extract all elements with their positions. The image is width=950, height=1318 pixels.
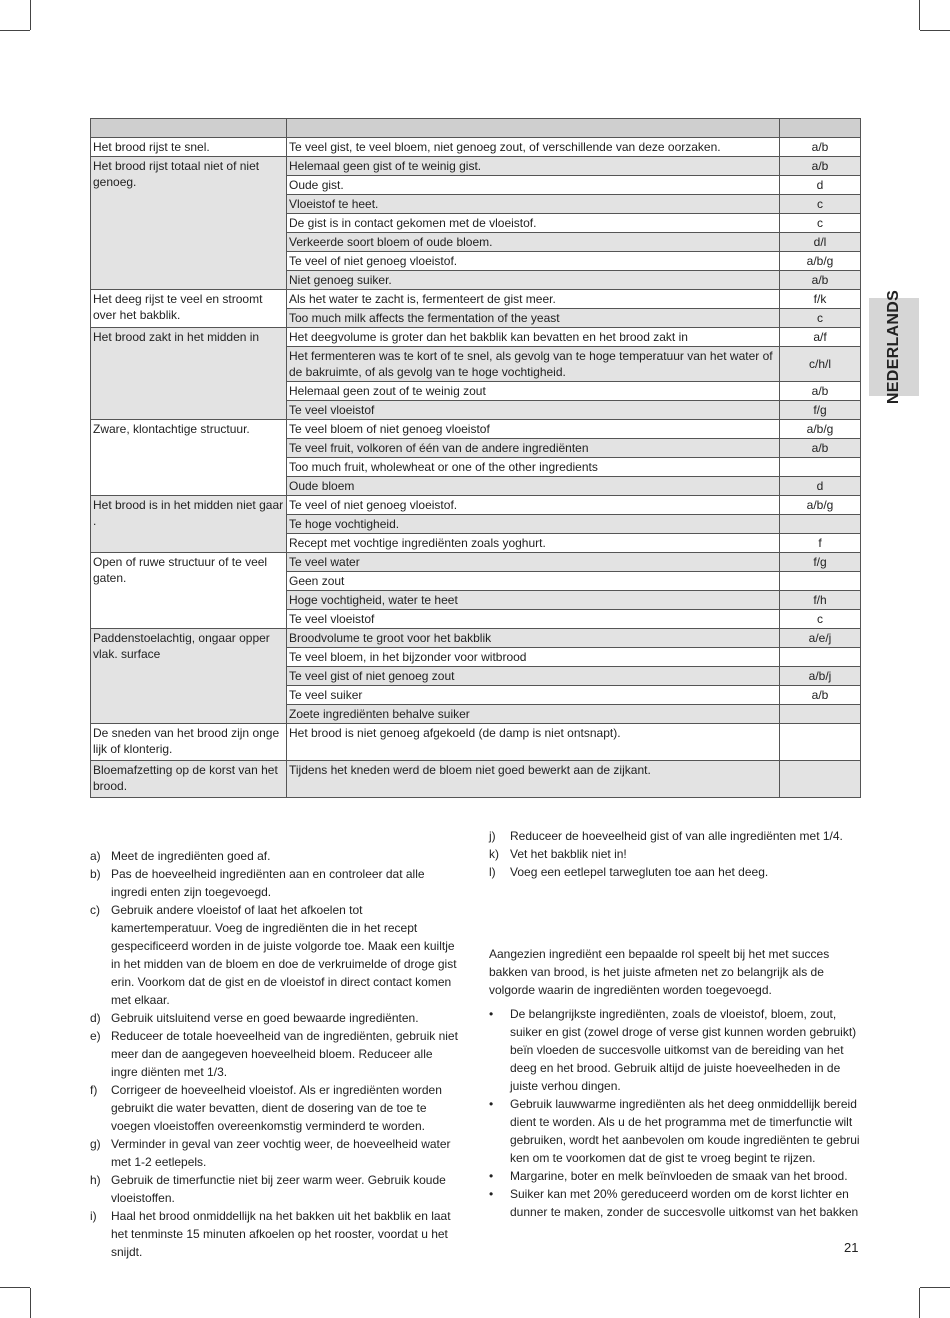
- bullet-item: [489, 1167, 861, 1185]
- tip-item: [489, 845, 861, 863]
- solution-code-cell: a/b: [780, 382, 861, 401]
- solution-code-cell: d/l: [780, 233, 861, 252]
- solution-code-cell: a/b: [780, 157, 861, 176]
- tips-left-column: [90, 847, 460, 1261]
- cause-cell: Too much fruit, wholewheat or one of the other ingredients: [287, 458, 780, 477]
- solution-code-cell: c: [780, 309, 861, 328]
- list-text: Meet de ingrediënten goed af.: [111, 849, 271, 863]
- solution-code-cell: [780, 761, 861, 798]
- tip-item: [90, 1009, 460, 1027]
- solution-code-cell: a/b/g: [780, 252, 861, 271]
- solution-code-cell: f/g: [780, 553, 861, 572]
- problem-cell: De sneden van het brood zijn onge lijk of klonterig.: [91, 724, 287, 761]
- list-text: Margarine, boter en melk beïnvloeden de smaak van het brood.: [510, 1169, 848, 1183]
- list-marker: h): [90, 1173, 101, 1187]
- table-row: [91, 138, 861, 157]
- solution-code-cell: a/b: [780, 138, 861, 157]
- header-cell: [91, 119, 287, 138]
- cause-cell: De gist is in contact gekomen met de vloeistof.: [287, 214, 780, 233]
- cause-cell: Als het water te zacht is, fermenteert de gist meer.: [287, 290, 780, 309]
- table-row: [91, 496, 861, 515]
- cause-cell: Het brood is niet genoeg afgekoeld (de damp is niet ontsnapt).: [287, 724, 780, 761]
- table-row: [91, 553, 861, 572]
- list-marker: k): [489, 847, 499, 861]
- list-marker: i): [90, 1209, 97, 1223]
- solution-code-cell: [780, 724, 861, 761]
- cause-cell: Te veel gist of niet genoeg zout: [287, 667, 780, 686]
- list-marker: •: [489, 1007, 494, 1021]
- language-side-tab: [869, 289, 919, 405]
- cause-cell: Te veel fruit, volkoren of één van de andere ingrediënten: [287, 439, 780, 458]
- list-text: De belangrijkste ingrediënten, zoals de vloeistof, bloem, zout, suiker en gist (zowel droge of verse gist kunnen worden gebruikt) beïn vloeden de succesvolle uitkomst van de bereiding van het deeg en het brood. Gebruik altijd de juiste hoeveelheden in de juiste verhou dingen.: [510, 1007, 857, 1093]
- list-text: Verminder in geval van zeer vochtig weer, de hoeveelheid water met 1-2 eetlepels.: [111, 1137, 451, 1169]
- solution-code-cell: a/b/g: [780, 496, 861, 515]
- list-marker: c): [90, 903, 100, 917]
- crop-mark: [919, 0, 920, 30]
- cause-cell: Te veel water: [287, 553, 780, 572]
- list-marker: a): [90, 849, 101, 863]
- tip-item: [90, 1207, 460, 1261]
- solution-code-cell: f/h: [780, 591, 861, 610]
- problem-cell: Het brood rijst te snel.: [91, 138, 287, 157]
- solution-code-cell: f: [780, 534, 861, 553]
- tip-item: [90, 847, 460, 865]
- tip-item: [90, 901, 460, 1009]
- list-text: Reduceer de hoeveelheid gist of van alle ingrediënten met 1/4.: [510, 829, 843, 843]
- solution-code-cell: a/b/g: [780, 420, 861, 439]
- tips-right-list: [489, 827, 861, 881]
- header-cell: [780, 119, 861, 138]
- list-marker: d): [90, 1011, 101, 1025]
- solution-code-cell: [780, 515, 861, 534]
- table-row: [91, 420, 861, 439]
- solution-code-cell: [780, 648, 861, 667]
- cause-cell: Te veel of niet genoeg vloeistof.: [287, 496, 780, 515]
- solution-code-cell: a/b: [780, 439, 861, 458]
- cause-cell: Tijdens het kneden werd de bloem niet goed bewerkt aan de zijkant.: [287, 761, 780, 798]
- solution-code-cell: [780, 705, 861, 724]
- list-text: Voeg een eetlepel tarwegluten toe aan het deeg.: [510, 865, 769, 879]
- crop-mark: [0, 30, 30, 31]
- tip-item: [90, 865, 460, 901]
- cause-cell: Te veel vloeistof: [287, 401, 780, 420]
- cause-cell: Too much milk affects the fermentation of the yeast: [287, 309, 780, 328]
- problem-cell: Het brood rijst totaal niet of niet genoeg.: [91, 157, 287, 290]
- table-row: [91, 157, 861, 176]
- cause-cell: Broodvolume te groot voor het bakblik: [287, 629, 780, 648]
- cause-cell: Geen zout: [287, 572, 780, 591]
- cause-cell: Het deegvolume is groter dan het bakblik kan bevatten en het brood zakt in: [287, 328, 780, 347]
- tips-right-column: [489, 827, 861, 1221]
- header-cell: [287, 119, 780, 138]
- table-row: [91, 761, 861, 798]
- tip-item: [90, 1027, 460, 1081]
- list-text: Vet het bakblik niet in!: [510, 847, 627, 861]
- solution-code-cell: [780, 458, 861, 477]
- problem-cell: Het brood is in het midden niet gaar .: [91, 496, 287, 553]
- solution-code-cell: d: [780, 477, 861, 496]
- list-text: Pas de hoeveelheid ingrediënten aan en controleer dat alle ingredi enten zijn toegevoegd.: [111, 867, 425, 899]
- tip-item: [90, 1135, 460, 1171]
- crop-mark: [30, 1288, 31, 1318]
- cause-cell: Oude bloem: [287, 477, 780, 496]
- cause-cell: Zoete ingrediënten behalve suiker: [287, 705, 780, 724]
- cause-cell: Te veel suiker: [287, 686, 780, 705]
- table-row: [91, 724, 861, 761]
- solution-code-cell: c: [780, 610, 861, 629]
- list-marker: g): [90, 1137, 101, 1151]
- cause-cell: Helemaal geen gist of te weinig gist.: [287, 157, 780, 176]
- list-marker: f): [90, 1083, 98, 1097]
- cause-cell: Te veel of niet genoeg vloeistof.: [287, 252, 780, 271]
- solution-code-cell: a/b: [780, 271, 861, 290]
- list-text: Haal het brood onmiddellijk na het bakken uit het bakblik en laat het tenminste 15 minuten afkoelen op het rooster, voordat u het snijdt.: [111, 1209, 451, 1259]
- list-text: Gebruik andere vloeistof of laat het afkoelen tot kamertemperatuur. Voeg de ingrediënten die in het recept gespecificeerd worden in de juiste volgorde toe. Maak een kuiltje in het midden van de bloem en doe de verkruimelde of droge gist erin. Voorkom dat de gist en de vloeistof in direct contact komen met elkaar.: [111, 903, 457, 1007]
- problem-cell: Open of ruwe structuur of te veel gaten.: [91, 553, 287, 629]
- tip-item: [489, 863, 861, 881]
- solution-code-cell: c: [780, 195, 861, 214]
- bullet-item: [489, 1185, 861, 1221]
- tip-item: [90, 1081, 460, 1135]
- tips-left-list: [90, 847, 460, 1261]
- table-body: [91, 138, 861, 798]
- crop-mark: [30, 0, 31, 30]
- cause-cell: Het fermenteren was te kort of te snel, als gevolg van te hoge temperatuur van het water of de bakruimte, of als gevolg van te hoge vochtigheid.: [287, 347, 780, 382]
- list-text: Corrigeer de hoeveelheid vloeistof. Als er ingrediënten worden gebruikt die water bevatten, dient de dosering van de toe te voegen vloeistoffen overeenkomstig verminderd te worden.: [111, 1083, 442, 1133]
- solution-code-cell: f/k: [780, 290, 861, 309]
- bullet-item: [489, 1005, 861, 1095]
- solution-code-cell: c: [780, 214, 861, 233]
- crop-mark: [920, 30, 950, 31]
- table-row: [91, 629, 861, 648]
- crop-mark: [919, 1288, 920, 1318]
- solution-code-cell: a/e/j: [780, 629, 861, 648]
- list-marker: •: [489, 1097, 494, 1111]
- crop-mark: [0, 1287, 30, 1288]
- problem-cell: Het deeg rijst te veel en stroomt over het bakblik.: [91, 290, 287, 328]
- bullet-item: [489, 1095, 861, 1167]
- solution-code-cell: d: [780, 176, 861, 195]
- cause-cell: Verkeerde soort bloem of oude bloem.: [287, 233, 780, 252]
- list-marker: l): [489, 865, 496, 879]
- crop-mark: [920, 1287, 950, 1288]
- cause-cell: Vloeistof te heet.: [287, 195, 780, 214]
- list-marker: j): [489, 829, 496, 843]
- cause-cell: Recept met vochtige ingrediënten zoals yoghurt.: [287, 534, 780, 553]
- list-text: Gebruik uitsluitend verse en goed bewaarde ingrediënten.: [111, 1011, 419, 1025]
- problem-cell: Het brood zakt in het midden in: [91, 328, 287, 420]
- solution-code-cell: c/h/l: [780, 347, 861, 382]
- bullet-list: [489, 1005, 861, 1221]
- cause-cell: Te veel vloeistof: [287, 610, 780, 629]
- cause-cell: Te veel gist, te veel bloem, niet genoeg zout, of verschillende van deze oorzaken.: [287, 138, 780, 157]
- list-marker: b): [90, 867, 101, 881]
- problem-cell: Zware, klontachtige structuur.: [91, 420, 287, 496]
- tip-item: [90, 1171, 460, 1207]
- cause-cell: Helemaal geen zout of te weinig zout: [287, 382, 780, 401]
- table-row: [91, 328, 861, 347]
- cause-cell: Te veel bloem of niet genoeg vloeistof: [287, 420, 780, 439]
- list-text: Suiker kan met 20% gereduceerd worden om de korst lichter en dunner te maken, zonder de succesvolle uitkomst van het bakken: [510, 1187, 859, 1219]
- problem-cell: Bloemafzetting op de korst van het brood.: [91, 761, 287, 798]
- tip-item: [489, 827, 861, 845]
- troubleshooting-table: [90, 118, 861, 798]
- solution-code-cell: f/g: [780, 401, 861, 420]
- problem-cell: Paddenstoelachtig, ongaar opper vlak. surface: [91, 629, 287, 724]
- cause-cell: Te hoge vochtigheid.: [287, 515, 780, 534]
- table-header-row: [91, 119, 861, 138]
- list-marker: •: [489, 1187, 494, 1201]
- list-marker: •: [489, 1169, 494, 1183]
- solution-code-cell: [780, 572, 861, 591]
- cause-cell: Oude gist.: [287, 176, 780, 195]
- language-label: NEDERLANDS: [885, 289, 902, 405]
- cause-cell: Te veel bloem, in het bijzonder voor witbrood: [287, 648, 780, 667]
- list-text: Gebruik lauwwarme ingrediënten als het deeg onmiddellijk bereid dient te worden. Als u de het programma met de timerfunctie wilt gebruiken, wordt het aanbevolen om koude ingrediënten te gebrui ken om te voorkomen dat de gist te vroeg begint te rijzen.: [510, 1097, 860, 1165]
- intro-paragraph: Aangezien ingrediënt een bepaalde rol speelt bij het met succes bakken van brood, is het juiste afmeten net zo belangrijk als de volgorde waarin de ingrediënten worden toegevoegd.: [489, 947, 830, 997]
- solution-code-cell: a/b: [780, 686, 861, 705]
- cause-cell: Niet genoeg suiker.: [287, 271, 780, 290]
- table-row: [91, 290, 861, 309]
- list-marker: e): [90, 1029, 101, 1043]
- list-text: Reduceer de totale hoeveelheid van de ingrediënten, gebruik niet meer dan de aangegeven hoeveelheid bloem. Reduceer alle ingre diënten met 1/3.: [111, 1029, 458, 1079]
- solution-code-cell: a/b/j: [780, 667, 861, 686]
- solution-code-cell: a/f: [780, 328, 861, 347]
- cause-cell: Hoge vochtigheid, water te heet: [287, 591, 780, 610]
- page-number: 21: [844, 1240, 859, 1255]
- list-text: Gebruik de timerfunctie niet bij zeer warm weer. Gebruik koude vloeistoffen.: [111, 1173, 446, 1205]
